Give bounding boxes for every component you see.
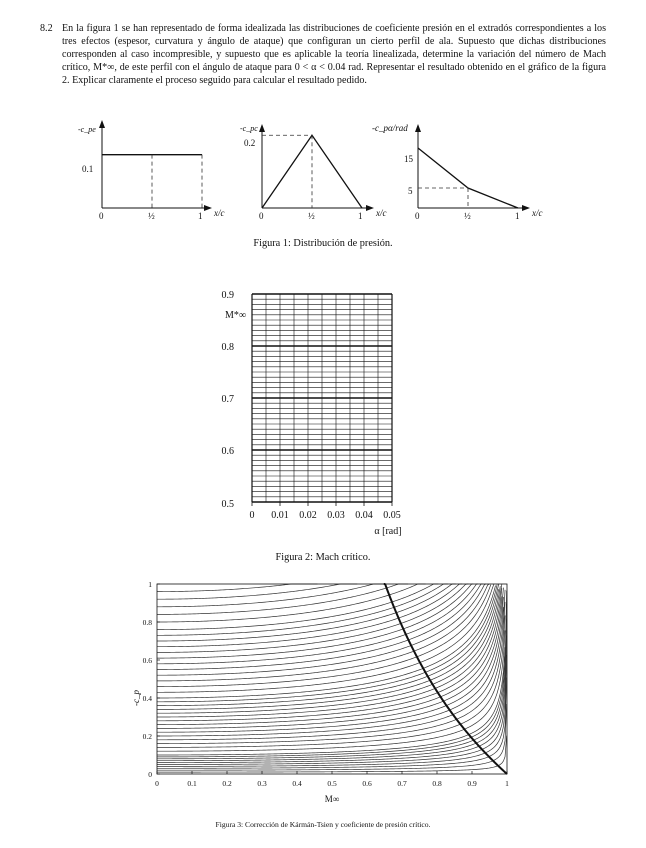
fig2-ytick-09: 0.9 xyxy=(221,290,234,301)
panel-3-ylabel: -c_pα/rad xyxy=(372,123,408,133)
kt-curve xyxy=(157,586,500,713)
kt-curve xyxy=(157,584,386,607)
fig3-xtick-label: 0.4 xyxy=(292,779,302,788)
fig3-xtick-label: 0.6 xyxy=(362,779,372,788)
kt-curve xyxy=(157,636,507,765)
figure-2-caption: Figura 2: Mach crítico. xyxy=(275,552,371,563)
kt-curve xyxy=(157,591,507,759)
fig2-xtick-0: 0 xyxy=(249,510,255,521)
panel-3-xlabel: x/c xyxy=(532,208,543,218)
problem-text: En la figura 1 se han representado de forma idealizada las distribuciones de coeficiente presión en el extradós correspondientes a los tres efectos (espesor, curvatura y ángulo de ataque) que configuran un cierto perfil de ala. Supuesto que dichas distribuciones corresponden al caso incompresible, y supuesto que es aplicable la teoría linealizada, determine la variación del número de Mach crítico, M*∞, de este perfil con el ángulo de ataque para 0 < α < 0.04 rad. Representar el resultado obtenido en el gráfico de la figura 2. Explicar claramente el proceso seguido para calcular el resultado pedido. xyxy=(62,23,606,86)
fig2-ytick-08: 0.8 xyxy=(221,342,234,353)
panel-3-xtick-1: 1 xyxy=(515,211,520,221)
panel-3-ytick-15: 15 xyxy=(404,154,413,164)
panel-2-xlabel: x/c xyxy=(376,208,387,218)
panel-2-ytick: 0.2 xyxy=(244,138,256,148)
fig3-ylabel: -c_p xyxy=(131,690,141,706)
panel-3-xtick-0: 0 xyxy=(415,211,420,221)
fig2-ytick-07: 0.7 xyxy=(221,394,234,405)
fig3-xtick-label: 0.5 xyxy=(327,779,337,788)
fig3-xtick-label: 0.9 xyxy=(467,779,477,788)
fig3-ytick-label: 0.6 xyxy=(142,656,152,665)
panel-2-xtick-0: 0 xyxy=(259,211,264,221)
fig3-ytick-label: 0.4 xyxy=(142,694,152,703)
kt-curve xyxy=(157,584,486,675)
panel-3-ytick-5: 5 xyxy=(408,186,413,196)
fig3-ytick-label: 1 xyxy=(148,580,152,589)
fig2-ytick-06: 0.6 xyxy=(221,446,234,457)
fig3-ytick-label: 0.2 xyxy=(142,732,152,741)
kt-curve xyxy=(157,604,507,761)
panel-1-ylabel: -c_pe xyxy=(78,125,96,134)
figure-3-caption: Figura 3: Corrección de Kármán-Tsien y coeficiente de presión crítico. xyxy=(215,820,431,829)
kt-curve xyxy=(157,584,462,647)
panel-1-xtick-1: 1 xyxy=(198,211,203,221)
kt-curve xyxy=(157,656,505,757)
panel-3-xtick-half: ½ xyxy=(464,211,471,221)
panel-2-ylabel: -c_pc xyxy=(240,124,258,133)
fig3-xtick-label: 0.3 xyxy=(257,779,267,788)
fig2-ytick-05: 0.5 xyxy=(221,499,234,510)
panel-1-xlabel: x/c xyxy=(214,208,225,218)
panel-1-ytick: 0.1 xyxy=(82,164,94,174)
problem-number: 8.2 xyxy=(40,23,53,34)
fig3-xtick-label: 0.7 xyxy=(397,779,407,788)
fig2-xtick-002: 0.02 xyxy=(299,510,317,521)
fig3-xtick-label: 0.8 xyxy=(432,779,442,788)
fig3-xtick-label: 0.1 xyxy=(187,779,197,788)
kt-curve xyxy=(157,596,502,724)
karman-tsien-curves xyxy=(157,584,507,772)
fig3-ytick-label: 0 xyxy=(148,770,152,779)
figure-1-caption: Figura 1: Distribución de presión. xyxy=(253,238,393,249)
kt-curve xyxy=(157,584,469,652)
panel-2-xtick-half: ½ xyxy=(308,211,315,221)
fig2-xtick-003: 0.03 xyxy=(327,510,345,521)
fig3-xtick-label: 0.2 xyxy=(222,779,232,788)
fig2-xtick-005: 0.05 xyxy=(383,510,401,521)
kt-curve xyxy=(157,584,494,692)
fig3-ytick-label: 0.8 xyxy=(142,618,152,627)
fig2-ylabel: M*∞ xyxy=(225,310,247,321)
fig2-xtick-001: 0.01 xyxy=(271,510,289,521)
kt-curve xyxy=(157,584,408,614)
fig3-xtick-label: 1 xyxy=(505,779,509,788)
fig2-xtick-004: 0.04 xyxy=(355,510,373,521)
fig3-xtick-label: 0 xyxy=(155,779,159,788)
fig3-xlabel: M∞ xyxy=(324,794,340,804)
panel-2-xtick-1: 1 xyxy=(358,211,363,221)
kt-curve xyxy=(157,584,499,706)
kt-curve xyxy=(157,584,318,592)
fig2-xlabel: α [rad] xyxy=(374,526,402,537)
panel-1-xtick-0: 0 xyxy=(99,211,104,221)
panel-1-xtick-half: ½ xyxy=(148,211,155,221)
